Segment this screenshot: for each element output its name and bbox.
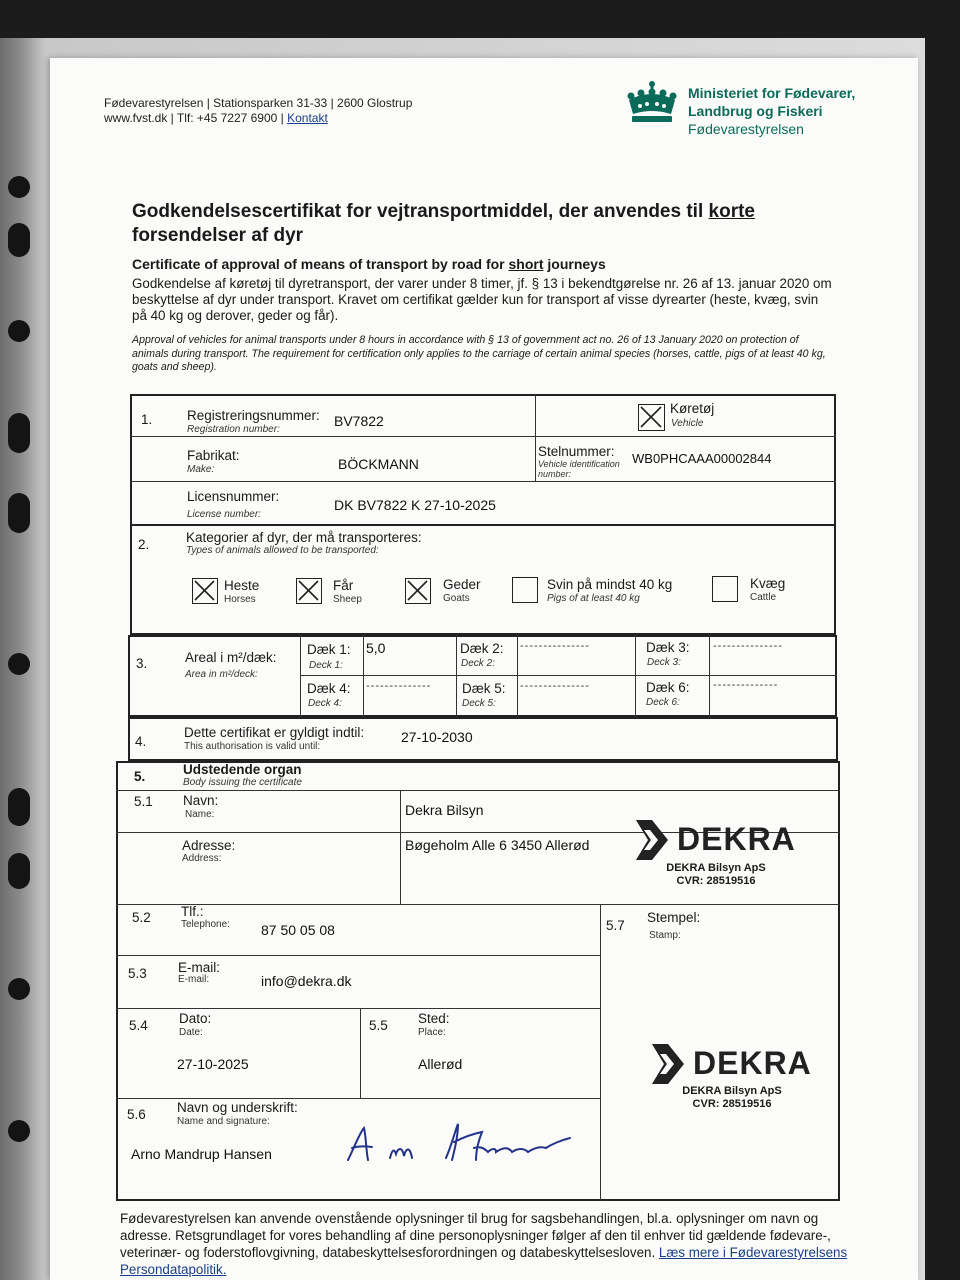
pigs-sublabel: Pigs of at least 40 kg <box>547 593 640 604</box>
deck-sublabel: Deck 5: <box>462 698 496 709</box>
divider <box>116 1098 600 1099</box>
dekra-wordmark: DEKRA <box>677 821 796 857</box>
section-number: 5.3 <box>128 966 147 981</box>
license-sublabel: License number: <box>187 509 261 520</box>
binder-hole <box>8 493 30 533</box>
binder-hole <box>8 320 30 342</box>
binder-hole <box>8 176 30 198</box>
valid-until-sublabel: This authorisation is valid until: <box>184 741 321 752</box>
section-number: 5.4 <box>129 1018 148 1033</box>
agency-address <box>104 96 412 126</box>
horses-checkbox <box>192 578 218 604</box>
divider <box>709 635 710 717</box>
deck-label: Dæk 6: <box>646 680 690 695</box>
vehicle-label: Køretøj <box>670 401 715 416</box>
email-sublabel: E-mail: <box>178 974 210 985</box>
deck-label: Dæk 3: <box>646 640 690 655</box>
divider <box>360 1008 361 1098</box>
deck-sublabel: Deck 4: <box>308 698 342 709</box>
valid-until-label: Dette certifikat er gyldigt indtil: <box>184 725 365 740</box>
horses-label: Heste <box>224 578 260 593</box>
sheep-checkbox <box>296 578 322 604</box>
cattle-sublabel: Cattle <box>750 592 777 603</box>
section-number: 5.5 <box>369 1018 388 1033</box>
valid-until-value: 27-10-2030 <box>401 729 473 745</box>
stamp-cvr: CVR: 28519516 <box>692 1098 772 1110</box>
phone-sublabel: Telephone: <box>181 919 230 930</box>
vin-value: WB0PHCAAA00002844 <box>632 451 772 466</box>
divider <box>517 635 518 717</box>
title-da-underlined: korte <box>708 201 755 222</box>
signature-label: Navn og underskrift: <box>177 1100 298 1115</box>
binder-hole <box>8 223 30 257</box>
ministry-name <box>688 84 855 138</box>
deck-value: -------------- <box>366 680 432 692</box>
stamp-label: Stempel: <box>647 910 701 925</box>
goats-sublabel: Goats <box>443 593 470 604</box>
date-sublabel: Date: <box>179 1027 203 1038</box>
binder-hole <box>8 413 30 453</box>
cattle-checkbox <box>712 576 738 602</box>
title-danish <box>132 200 852 248</box>
ministry-line1: Ministeriet for Fødevarer, <box>688 85 856 101</box>
handwritten-signature <box>342 1118 592 1173</box>
phone-label: Tlf.: <box>181 904 204 919</box>
binder-hole <box>8 788 30 826</box>
signature-sublabel: Name and signature: <box>177 1116 270 1127</box>
license-label: Licensnummer: <box>187 489 280 504</box>
divider <box>116 1008 600 1009</box>
divider <box>600 904 601 1201</box>
deck-value: -------------- <box>713 679 779 691</box>
web-line: www.fvst.dk | Tlf: +45 7227 6900 | <box>104 111 284 125</box>
email-label: E-mail: <box>178 960 221 975</box>
vehicle-checkbox <box>638 404 665 431</box>
pigs-label: Svin på mindst 40 kg <box>547 577 673 592</box>
pigs-checkbox <box>512 577 538 603</box>
area-label: Areal i m²/dæk: <box>185 650 277 665</box>
deck-value: --------------- <box>520 640 590 652</box>
ministry-line2: Landbrug og Fiskeri <box>688 103 823 119</box>
section-number: 5. <box>134 769 146 784</box>
registration-value: BV7822 <box>334 413 384 429</box>
issuing-body-sublabel: Body issuing the certificate <box>183 777 302 788</box>
address-sublabel: Address: <box>182 853 222 864</box>
privacy-footer <box>120 1210 850 1278</box>
place-label: Sted: <box>418 1011 450 1026</box>
stamp-cvr: CVR: 28519516 <box>676 875 756 887</box>
date-label: Dato: <box>179 1011 212 1026</box>
deck-value: --------------- <box>520 680 590 692</box>
registration-label: Registreringsnummer: <box>187 408 320 423</box>
animals-sublabel: Types of animals allowed to be transported: <box>186 545 379 556</box>
section-number: 5.7 <box>606 918 625 933</box>
footer-text: Fødevarestyrelsen kan anvende ovenstående oplysninger til brug for sagsbehandlingen, bl.a. oplysninger om navn og adresse. Retsgrundlaget for vores behandling af dine personoplysninger følger af den til enhver tid gældende fødevare-, veterinær- og foderstoflovgivning, databeskyttelsesforordningen og databeskyttelsesloven. <box>120 1211 831 1260</box>
dekra-wordmark: DEKRA <box>693 1045 812 1081</box>
deck-sublabel: Deck 6: <box>646 697 680 708</box>
binder-hole <box>8 1120 30 1142</box>
make-sublabel: Make: <box>187 464 215 475</box>
divider <box>456 635 457 717</box>
name-sublabel: Name: <box>185 809 215 820</box>
binder-hole <box>8 853 30 889</box>
stamp-company: DEKRA Bilsyn ApS <box>666 862 766 874</box>
divider <box>535 394 536 481</box>
section-number: 4. <box>135 734 147 749</box>
title-da-part1: Godkendelsescertifikat for vejtransportmiddel, der anvendes til <box>132 201 709 222</box>
stamp-text <box>672 1085 792 1111</box>
goats-checkbox <box>405 578 431 604</box>
section-number: 1. <box>141 412 153 427</box>
place-sublabel: Place: <box>418 1027 446 1038</box>
horses-sublabel: Horses <box>224 594 256 605</box>
issuing-body-label: Udstedende organ <box>183 762 302 777</box>
section-number: 5.2 <box>132 910 151 925</box>
vin-label: Stelnummer: <box>538 444 615 459</box>
sheep-label: Får <box>333 578 354 593</box>
divider <box>116 790 840 791</box>
date-value: 27-10-2025 <box>177 1056 249 1072</box>
certificate-page <box>50 58 918 1280</box>
dekra-logo-icon <box>632 818 672 867</box>
intro-english: Approval of vehicles for animal transports under 8 hours in accordance with § 13 of government act no. 26 of 13 January 2020 on protection of animals during transport. The requirement for certification only applies to the carriage of certain animal species (horses, cattle, pigs of at least 40 kg, goats and sheep). <box>132 334 826 373</box>
deck-sublabel: Deck 2: <box>461 658 495 669</box>
section-number: 2. <box>138 537 150 552</box>
vehicle-sublabel: Vehicle <box>671 418 704 429</box>
binder-hole <box>8 653 30 675</box>
crown-logo-icon <box>625 80 679 129</box>
stamp-text <box>656 862 776 888</box>
deck-label: Dæk 5: <box>462 681 506 696</box>
deck-sublabel: Deck 3: <box>647 657 681 668</box>
make-value: BÖCKMANN <box>338 456 419 472</box>
divider <box>635 635 636 717</box>
divider <box>300 675 837 676</box>
email-value: info@dekra.dk <box>261 973 352 989</box>
place-value: Allerød <box>418 1056 463 1072</box>
signer-name-value: Arno Mandrup Hansen <box>131 1146 272 1162</box>
contact-link[interactable]: Kontakt <box>287 111 328 125</box>
animals-label: Kategorier af dyr, der må transporteres: <box>186 530 422 545</box>
title-english <box>132 256 606 272</box>
intro-danish: Godkendelse af køretøj til dyretransport, der varer under 8 timer, jf. § 13 i bekendtgørelse nr. 26 af 13. januar 2020 om beskyttelse af dyr under transport. Kravet om certifikat gælder kun for transport af visse dyrearter (heste, kvæg, svin på 40 kg og derover, geder og får). <box>132 276 832 323</box>
ministry-line3: Fødevarestyrelsen <box>688 121 804 137</box>
issuer-name-value: Dekra Bilsyn <box>405 802 484 818</box>
title-en-underlined: short <box>508 256 544 272</box>
privacy-policy-link[interactable]: Læs mere i Fødevarestyrelsens Persondatapolitik. <box>120 1245 848 1277</box>
divider <box>130 481 836 482</box>
divider <box>300 635 301 717</box>
divider <box>363 635 364 717</box>
binder-hole <box>8 978 30 1000</box>
registration-sublabel: Registration number: <box>187 424 280 435</box>
divider <box>116 955 600 956</box>
address-label: Adresse: <box>182 838 236 853</box>
phone-value: 87 50 05 08 <box>261 922 335 938</box>
issuer-address-value: Bøgeholm Alle 6 3450 Allerød <box>405 837 590 853</box>
title-da-part2: forsendelser af dyr <box>132 225 304 246</box>
deck-label: Dæk 1: <box>307 642 351 657</box>
license-value: DK BV7822 K 27-10-2025 <box>334 497 496 513</box>
name-label: Navn: <box>183 793 219 808</box>
dekra-logo-icon <box>648 1042 688 1091</box>
sheep-sublabel: Sheep <box>333 594 362 605</box>
agency-line: Fødevarestyrelsen | Stationsparken 31-33 | 2600 Glostrup <box>104 96 413 110</box>
area-sublabel: Area in m²/deck: <box>185 669 258 680</box>
title-en-part1: Certificate of approval of means of transport by road for <box>132 256 509 272</box>
section-number: 3. <box>136 656 148 671</box>
stamp-sublabel: Stamp: <box>649 930 681 941</box>
divider <box>400 790 401 904</box>
section-number: 5.6 <box>127 1107 146 1122</box>
make-label: Fabrikat: <box>187 448 240 463</box>
deck-sublabel: Deck 1: <box>309 660 343 671</box>
cattle-label: Kvæg <box>750 576 786 591</box>
deck-label: Dæk 2: <box>460 641 504 656</box>
vin-sublabel: Vehicle identification <box>538 459 620 469</box>
divider <box>130 436 836 437</box>
divider <box>116 904 840 905</box>
goats-label: Geder <box>443 577 481 592</box>
vin-sublabel: number: <box>538 469 572 479</box>
deck-label: Dæk 4: <box>307 681 351 696</box>
deck-value: --------------- <box>713 640 783 652</box>
section-number: 5.1 <box>134 794 153 809</box>
deck-value: 5,0 <box>366 640 386 656</box>
title-en-part2: journeys <box>543 256 606 272</box>
stamp-company: DEKRA Bilsyn ApS <box>682 1085 782 1097</box>
